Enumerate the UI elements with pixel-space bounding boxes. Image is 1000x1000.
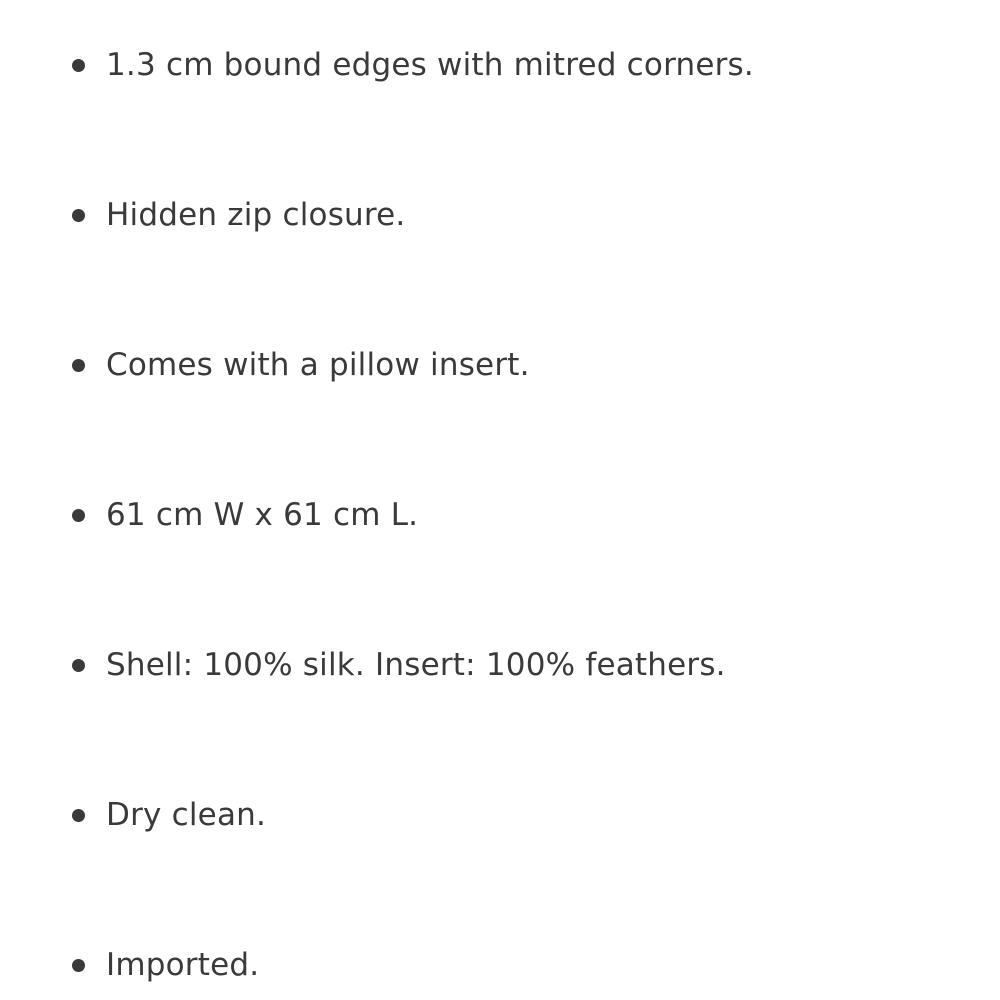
bullet-icon <box>72 59 85 72</box>
detail-text: Shell: 100% silk. Insert: 100% feathers. <box>106 647 726 683</box>
bullet-icon <box>72 509 85 522</box>
detail-text: Dry clean. <box>106 797 267 833</box>
detail-text: 61 cm W x 61 cm L. <box>106 497 419 533</box>
detail-text: Imported. <box>106 947 260 983</box>
list-item <box>0 935 1000 995</box>
list-item <box>0 185 1000 245</box>
bullet-icon <box>72 809 85 822</box>
list-item <box>0 785 1000 845</box>
list-item <box>0 635 1000 695</box>
detail-text: Comes with a pillow insert. <box>106 347 530 383</box>
detail-text: Hidden zip closure. <box>106 197 406 233</box>
detail-text: 1.3 cm bound edges with mitred corners. <box>106 47 754 83</box>
list-item <box>0 335 1000 395</box>
list-item <box>0 485 1000 545</box>
list-item <box>0 35 1000 95</box>
bullet-icon <box>72 659 85 672</box>
bullet-icon <box>72 359 85 372</box>
bullet-icon <box>72 959 85 972</box>
bullet-icon <box>72 209 85 222</box>
